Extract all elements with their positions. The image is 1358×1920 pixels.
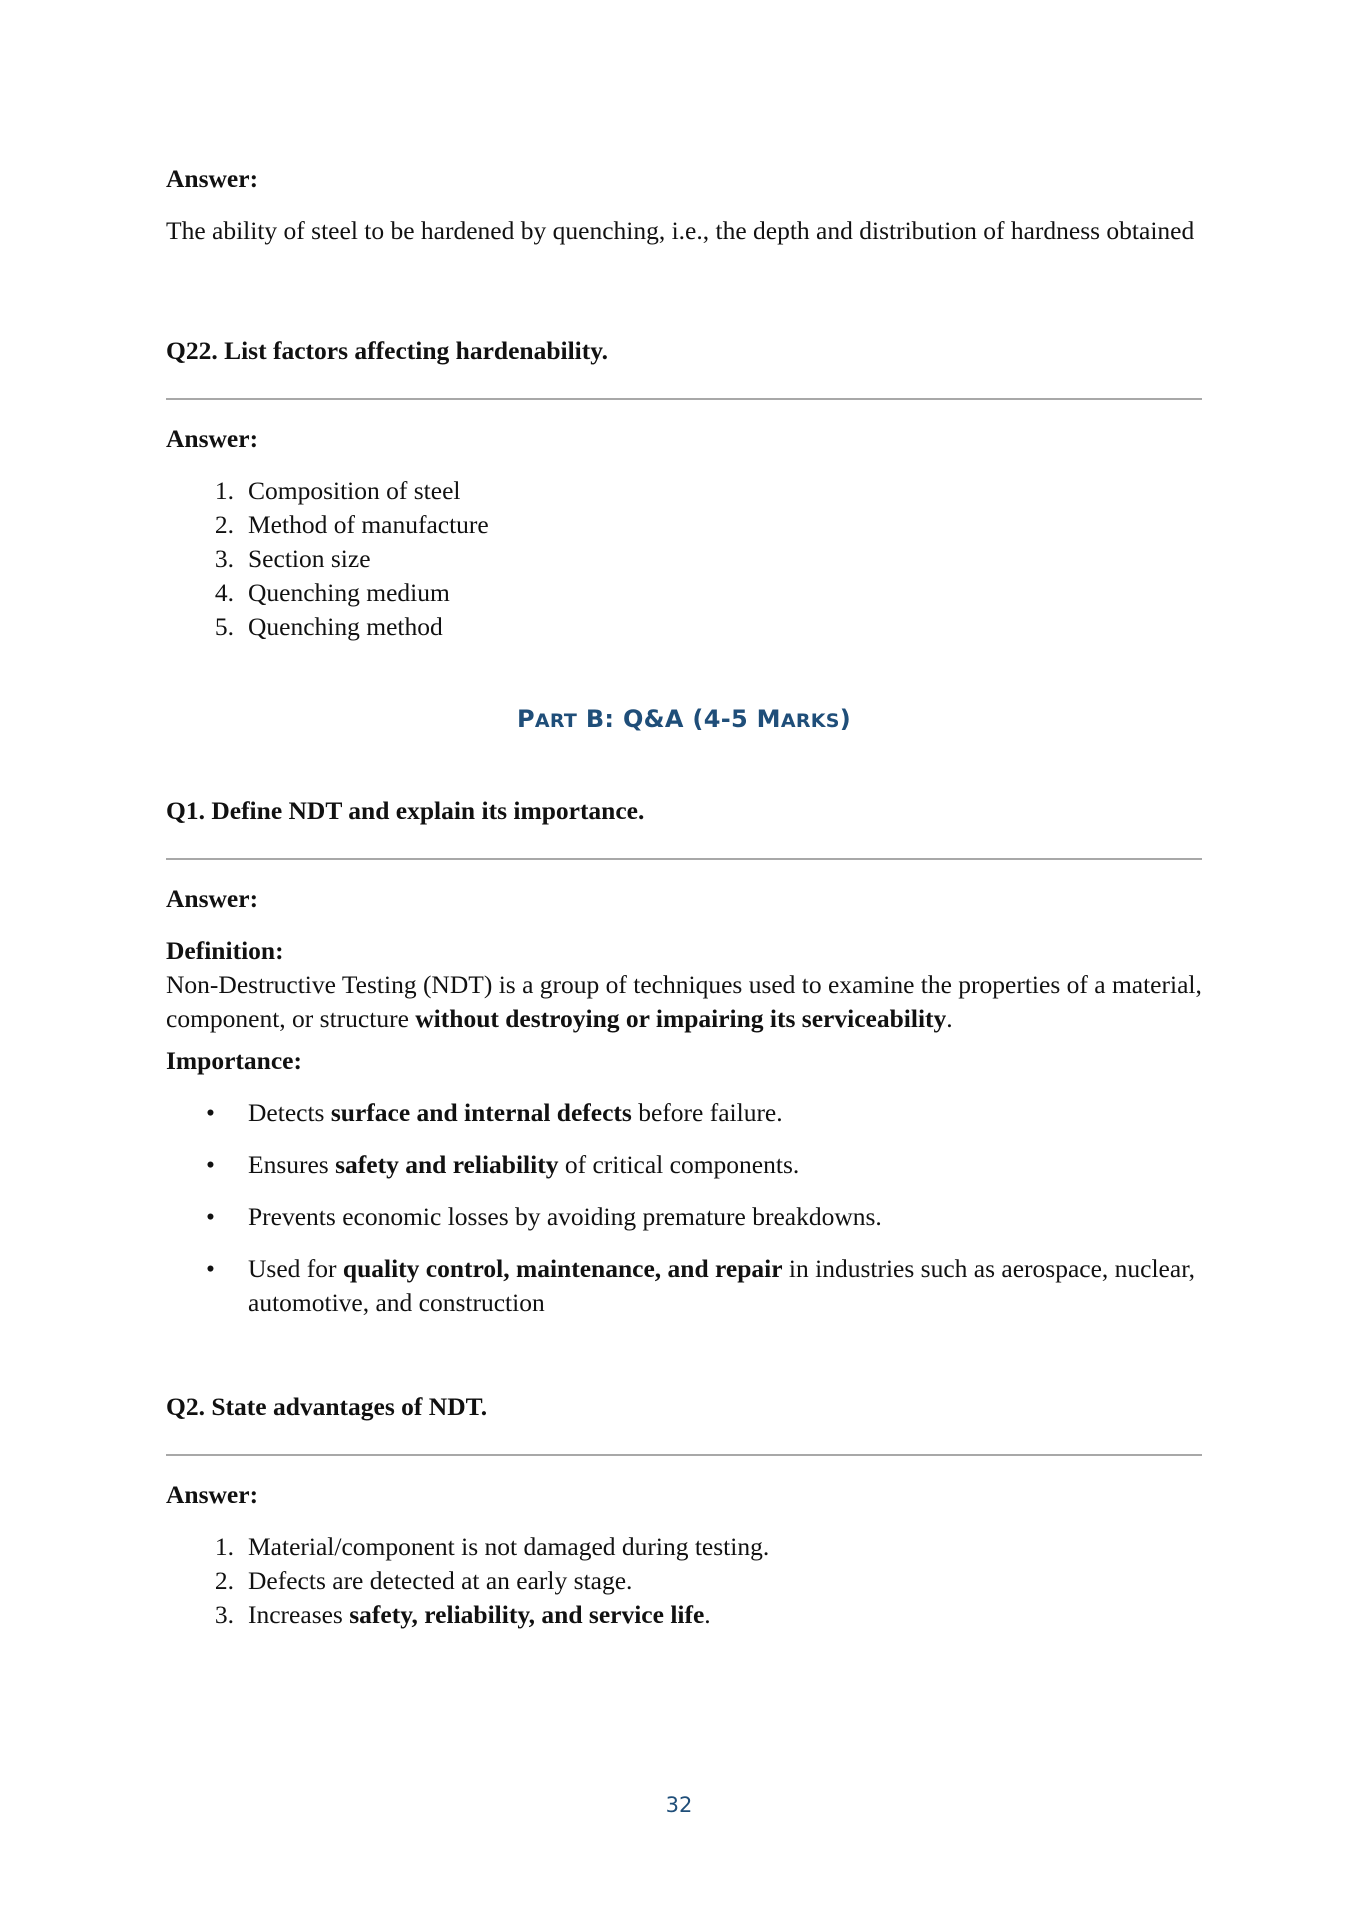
list-item: 1. Material/component is not damaged during testing. <box>214 1532 770 1561</box>
importance-label: Importance: <box>166 1046 302 1075</box>
list-item: 4. Quenching medium <box>214 578 450 607</box>
page-number: 32 <box>665 1793 693 1817</box>
answer-label: Answer: <box>166 424 259 453</box>
answer-label: Answer: <box>166 884 259 913</box>
numbered-list <box>166 474 1202 644</box>
list-item: • Prevents economic losses by avoiding premature breakdowns. <box>206 1202 882 1231</box>
list-item: • Detects surface and internal defects before failure. <box>206 1098 783 1127</box>
answer-label: Answer: <box>166 164 259 193</box>
page-content <box>166 162 1202 1632</box>
question-q22: Q22. List factors affecting hardenability. <box>166 336 608 365</box>
list-item: 3. Increases safety, reliability, and service life. <box>214 1600 711 1629</box>
question-q1: Q1. Define NDT and explain its importance. <box>166 796 645 825</box>
numbered-list <box>166 1530 1202 1632</box>
list-item: 3. Section size <box>214 544 371 573</box>
list-item: 1. Composition of steel <box>214 476 461 505</box>
question-q2: Q2. State advantages of NDT. <box>166 1392 488 1421</box>
list-item: • Ensures safety and reliability of critical components. <box>206 1150 800 1179</box>
bullet-list <box>166 1096 1202 1320</box>
definition-label: Definition: <box>166 936 284 965</box>
answer-label: Answer: <box>166 1480 259 1509</box>
list-item: 2. Method of manufacture <box>214 510 489 539</box>
list-item: 5. Quenching method <box>214 612 443 641</box>
definition-text: Non-Destructive Testing (NDT) is a group of techniques used to examine the properties of a material, component, or structure without destroying or impairing its serviceability. <box>166 970 1202 1033</box>
section-heading: PART B: Q&A (4-5 MARKS) <box>516 705 852 733</box>
answer-text: The ability of steel to be hardened by quenching, i.e., the depth and distribution of hardness obtained <box>166 216 1195 245</box>
list-item: 2. Defects are detected at an early stage. <box>214 1566 633 1595</box>
list-item: • Used for quality control, maintenance, and repair in industries such as aerospace, nuclear, automotive, and construction <box>206 1254 1196 1317</box>
